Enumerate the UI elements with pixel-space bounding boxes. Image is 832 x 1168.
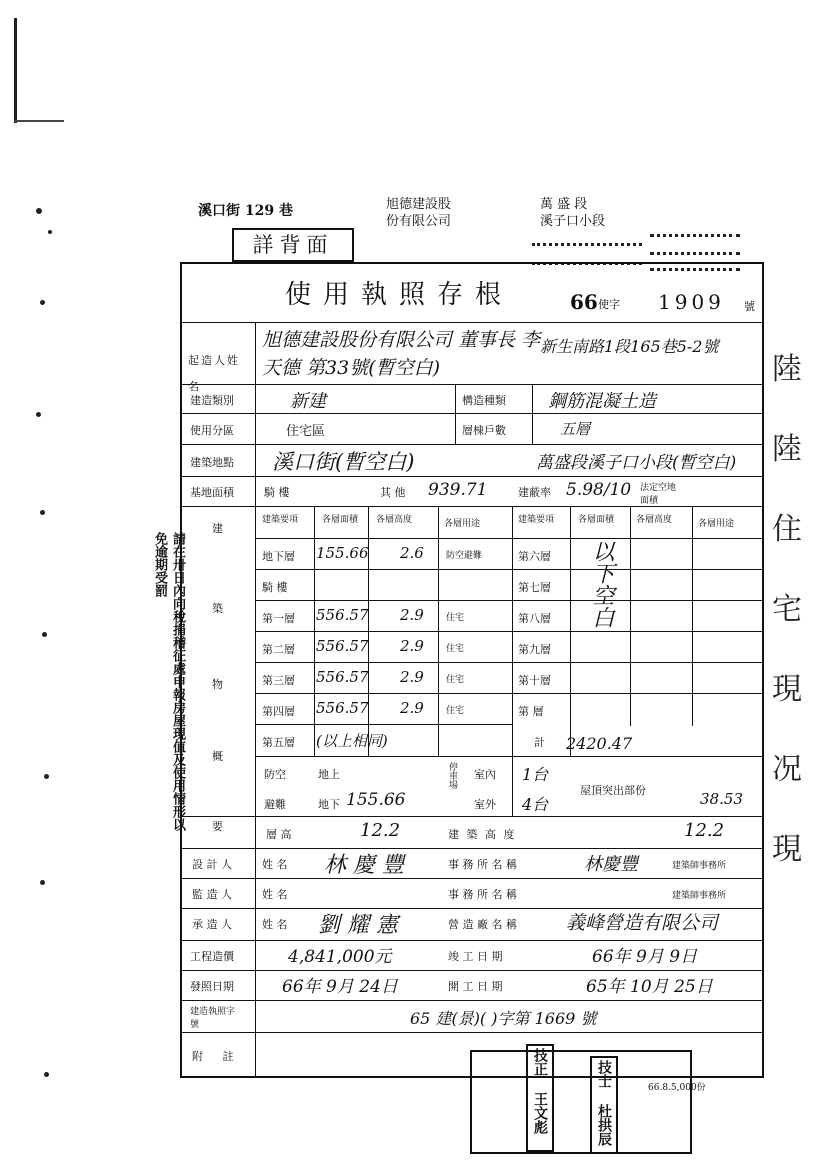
building-height-label: 建 築 高 度 [448, 828, 517, 841]
roof-label: 屋頂突出部份 [580, 784, 646, 797]
rule [180, 476, 764, 477]
shelter-below: 地下 [318, 798, 340, 811]
floor-use: 住宅 [446, 706, 465, 716]
vline [532, 384, 533, 444]
floor-name: 第二層 [262, 643, 295, 656]
parking-outdoor: 室外 [474, 798, 496, 811]
floor-name: 騎 樓 [262, 581, 288, 594]
parking-indoor-value: 1台 [522, 765, 549, 784]
floor-height: 2.9 [400, 606, 424, 624]
supervisor-office-label: 事 務 所 名 稱 [448, 888, 517, 901]
structure-value: 鋼筋混凝土造 [548, 391, 656, 412]
floor-name: 第六層 [518, 550, 551, 563]
open-area-label: 法定空地面積 [640, 483, 677, 506]
rule [180, 444, 764, 445]
form-title: 使用執照存根 [285, 280, 514, 310]
rule [180, 848, 764, 849]
rule [180, 322, 764, 323]
header-floor-item-right: 建築要項 [518, 515, 555, 525]
floor-name: 第十層 [518, 674, 551, 687]
small-stamp-text [532, 243, 642, 252]
rule [180, 816, 764, 817]
rule [180, 1032, 764, 1033]
area-arcade-label: 騎 樓 [264, 486, 290, 499]
scan-noise-right: 陸 陸 住 宅 現 况 現 [772, 352, 802, 867]
site-addr: 溪口街(暫空白) [272, 450, 415, 474]
address-tag: 溪口街 129 巷 [198, 203, 293, 219]
section-top: 萬 盛 段 [540, 197, 588, 212]
shelter-below-value: 155.66 [346, 790, 406, 810]
floor-row-rule [512, 600, 764, 601]
building-label: 建 [212, 522, 223, 535]
contractor-firm-label: 營 造 廠 名 稱 [448, 918, 517, 931]
shelter-label-a: 防空 [264, 768, 286, 781]
designer-name: 林 慶 豐 [324, 853, 404, 878]
side-note: 請在卅日內向稅捐稽征處申報房屋現值及使用情形以免逾期受罰 [152, 532, 185, 831]
applicant-value: 旭德建設股份有限公司 董事長 李天德 第33號(暫空白) [262, 329, 541, 379]
small-stamp-text [650, 234, 740, 243]
rule [180, 413, 764, 414]
print-info: 66.8.5,000份 [648, 1083, 706, 1093]
small-stamp-text [650, 252, 740, 261]
total-label: 計 [534, 736, 545, 749]
rule [180, 878, 764, 879]
header-floor-item-left: 建築要項 [262, 515, 299, 525]
rule [255, 756, 764, 757]
floor-height: 2.9 [400, 668, 424, 686]
zone-value: 住宅區 [286, 424, 326, 439]
permit-label: 建造執照字號 [190, 1007, 236, 1030]
contractor-label: 承 造 人 [192, 918, 232, 931]
site-label: 建築地點 [190, 456, 234, 469]
floor-area: 556.57 [316, 668, 369, 686]
building-label: 築 [212, 602, 223, 615]
floor-name: 第四層 [262, 705, 295, 718]
cost-label: 工程造價 [190, 950, 234, 963]
shelter-above: 地上 [318, 768, 340, 781]
rule [180, 384, 764, 385]
designer-name-label: 姓 名 [262, 858, 288, 871]
designer-office-label: 事 務 所 名 稱 [448, 858, 517, 871]
building-label: 要 [212, 820, 223, 833]
floor-height-label: 層 高 [266, 828, 292, 841]
stamp-right: 技士 杜拱辰 [590, 1056, 618, 1154]
floor-use: 住宅 [446, 675, 465, 685]
completion-value: 66年 9月 9日 [592, 947, 698, 967]
rule [180, 940, 764, 941]
notes-label: 附 註 [192, 1050, 242, 1063]
rule [180, 970, 764, 971]
scan-dot [40, 510, 45, 515]
parking-outdoor-value: 4台 [522, 795, 549, 814]
floor-row-rule [255, 662, 512, 663]
vline [455, 384, 456, 444]
floor-height-value: 12.2 [360, 820, 401, 841]
right-blank-note: 以下空白 [589, 540, 614, 628]
floor-area: 556.57 [316, 637, 369, 655]
floor-name: 第一層 [262, 612, 295, 625]
floor-row-rule [255, 724, 512, 725]
issue-label: 發照日期 [190, 980, 234, 993]
company-top: 旭德建設股 [386, 197, 452, 212]
floor-name: 第八層 [518, 612, 551, 625]
completion-label: 竣 工 日 期 [448, 950, 503, 963]
scan-dot [44, 774, 49, 779]
building-height-value: 12.2 [684, 820, 725, 841]
floor-area: 556.57 [316, 606, 369, 624]
area-other-label: 其 他 [380, 486, 406, 499]
rule [180, 506, 764, 507]
zone-label: 使用分區 [190, 424, 234, 437]
license-char: 使字 [598, 298, 620, 311]
contractor-name: 劉 耀 憲 [318, 913, 398, 938]
footer-stamp-box [470, 1050, 692, 1154]
building-label: 概 [212, 750, 223, 763]
floor-row-rule [512, 631, 764, 632]
header-height-right: 各層高度 [636, 515, 673, 525]
contractor-name-label: 姓 名 [262, 918, 288, 931]
scan-edge-line [14, 18, 17, 123]
floor-row-rule [512, 693, 764, 694]
floor-name: 第九層 [518, 643, 551, 656]
parking-label: 停車場 [447, 762, 457, 789]
header-area-left: 各層面積 [322, 515, 359, 525]
type-value: 新建 [290, 391, 326, 412]
coverage-value: 5.98/10 [566, 480, 632, 500]
company-bottom: 份有限公司 [386, 214, 452, 229]
applicant-address: 新生南路1段165巷5-2號 [540, 337, 719, 356]
floor-height: 2.9 [400, 637, 424, 655]
designer-office-suffix: 建築師事務所 [672, 861, 727, 871]
floor-height: 2.9 [400, 699, 424, 717]
scan-dot [40, 880, 45, 885]
license-suffix: 號 [744, 300, 755, 313]
total-value: 2420.47 [566, 734, 633, 753]
header-height-left: 各層高度 [376, 515, 413, 525]
floor-row-rule [512, 538, 764, 539]
rule [180, 1000, 764, 1001]
area-other-value: 939.71 [428, 480, 488, 500]
floor-name: 第五層 [262, 736, 295, 749]
floors-label: 層棟戶數 [462, 424, 506, 437]
applicant-label: 起造人姓名 [188, 354, 240, 393]
floor-area: (以上相同) [316, 732, 388, 750]
site-lot: 萬盛段溪子口小段(暫空白) [536, 453, 737, 473]
scan-dot [44, 1072, 49, 1077]
floors-value: 五層 [560, 420, 591, 438]
floor-height: 2.6 [400, 544, 424, 562]
header-area-right: 各層面積 [578, 515, 615, 525]
type-label: 建造類別 [190, 394, 234, 407]
floor-area: 556.57 [316, 699, 369, 717]
floor-name: 第 層 [518, 705, 544, 718]
issue-value: 66年 9月 24日 [282, 977, 398, 997]
floor-row-rule [255, 569, 512, 570]
begin-value: 65年 10月 25日 [586, 977, 713, 997]
section-bottom: 溪子口小段 [540, 214, 606, 229]
parking-indoor: 室內 [474, 768, 496, 781]
contractor-firm: 義峰營造有限公司 [566, 912, 719, 934]
header-use-right: 各層用途 [698, 519, 735, 529]
coverage-label: 建蔽率 [518, 486, 551, 499]
floor-row-rule [255, 631, 512, 632]
floor-name: 第七層 [518, 581, 551, 594]
scan-dot [48, 230, 52, 234]
floor-use: 住宅 [446, 644, 465, 654]
floor-area: 155.66 [316, 544, 369, 562]
header-use-left: 各層用途 [444, 519, 481, 529]
floor-row-rule [255, 693, 512, 694]
shelter-label-b: 避難 [264, 798, 286, 811]
vline [512, 506, 513, 816]
building-label: 物 [212, 678, 223, 691]
floor-row-rule [255, 538, 512, 539]
scan-edge-line [14, 120, 64, 122]
area-label: 基地面積 [190, 486, 234, 499]
floor-row-rule [255, 600, 512, 601]
license-year: 66 [570, 290, 598, 314]
floor-name: 第三層 [262, 674, 295, 687]
supervisor-label: 監 造 人 [192, 888, 232, 901]
scan-dot [36, 208, 42, 214]
floor-use: 住宅 [446, 613, 465, 623]
stamp-detail-back: 詳背面 [232, 228, 354, 262]
floor-row-rule [512, 569, 764, 570]
scan-dot [42, 632, 47, 637]
floor-name: 地下層 [262, 550, 295, 563]
designer-label: 設 計 人 [192, 858, 232, 871]
structure-label: 構造種類 [462, 394, 506, 407]
permit-value: 65 建(景)( )字第 1669 號 [410, 1009, 597, 1028]
stamp-left: 技正 王文彪 [526, 1044, 554, 1152]
floor-use: 防空避難 [446, 551, 483, 561]
supervisor-office-suffix: 建築師事務所 [672, 891, 727, 901]
designer-office: 林慶豐 [584, 854, 638, 875]
cost-value: 4,841,000元 [288, 947, 392, 967]
scan-dot [36, 412, 41, 417]
roof-value: 38.53 [700, 790, 743, 808]
supervisor-name-label: 姓 名 [262, 888, 288, 901]
begin-label: 開 工 日 期 [448, 980, 503, 993]
vline [255, 322, 256, 1078]
floor-row-rule [512, 662, 764, 663]
license-number: 1909 [658, 290, 725, 314]
scan-dot [40, 300, 45, 305]
